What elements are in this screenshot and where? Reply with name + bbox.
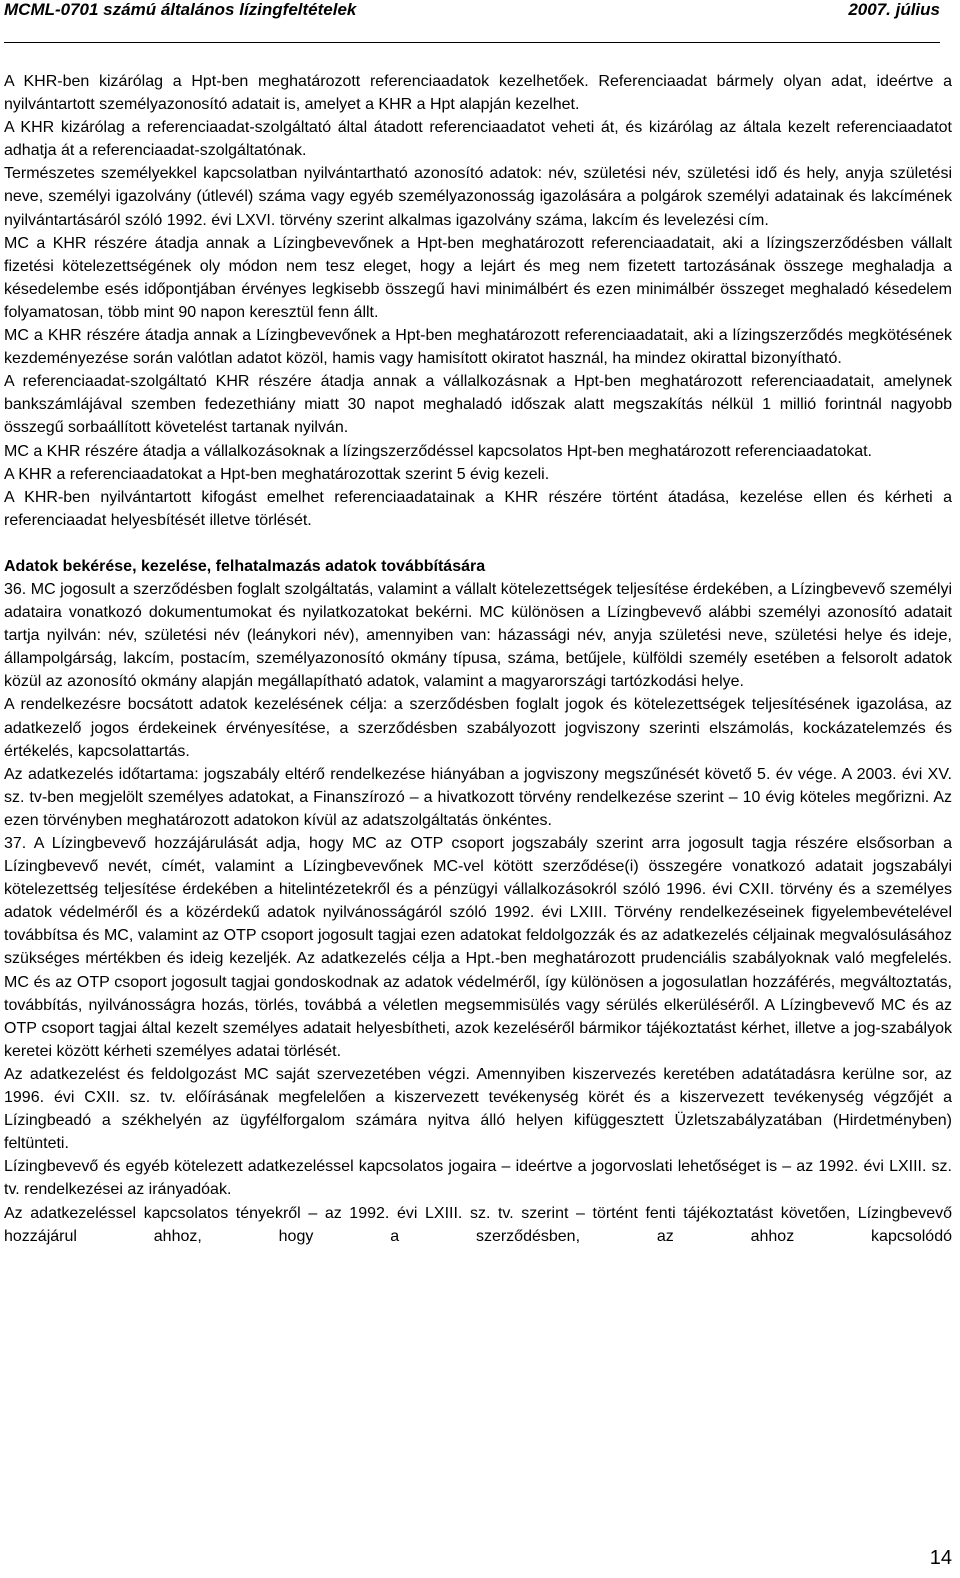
page-header	[4, 0, 944, 30]
page-number: 14	[929, 1547, 952, 1569]
paragraph-legal-remedies: Lízingbevevő és egyéb kötelezett adatkezeléssel kapcsolatos jogaira – ideértve a jogorvoslati lehetőséget is – az 1992. évi LXIII. sz. tv. rendelkezései az irányadóak.	[4, 1158, 952, 1199]
paragraph-section-36: 36. MC jogosult a szerződésben foglalt szolgáltatás, valamint a vállalt kötelezettségek teljesítése érdekében, a Lízingbevevő személyi adataira vonatkozó dokumentumokat és nyilatkozatokat bekérni. MC különösen a Lízingbevevő alábbi személyi azonosító adatait tartja nyilván: név, születési név (leánykori név), amennyiben van: házassági név, anyja születési neve, születési helye és ideje, állampolgárság, lakcím, postacím, személyazonosító okmány típusa, száma, betűjele, külföldi személy esetében a felsorolt adatok közül az azonosító okmány alapján megállapítható adatok, valamint a magyarországi tartózkodási helye.	[4, 580, 952, 691]
section-title: Adatok bekérése, kezelése, felhatalmazás adatok továbbítására	[4, 557, 486, 575]
paragraph-processing-duration: Az adatkezelés időtartama: jogszabály eltérő rendelkezése hiányában a jogviszony megszűnését követő 5. év vége. A 2003. évi XV. sz. tv-ben megjelölt személyes adatokat, a Finanszírozó – a hivatkozott törvény rendelkezése szerint – 10 évig köteles megőrizni. Az ezen törvényben meghatározott adatokon kívül az adatszolgáltatás önkéntes.	[4, 765, 952, 829]
paragraph-khr-transfer: A KHR kizárólag a referenciaadat-szolgáltató által átadott referenciaadatot veheti át, és kizárólag az általa kezelt referenciaadatot adhatja át a referenciaadat-szolgáltatónak.	[4, 119, 952, 160]
paragraph-section-37: 37. A Lízingbevevő hozzájárulását adja, hogy MC az OTP csoport jogszabály szerint arra jogosult tagja részére elsősorban a Lízingbevevő nevét, címét, valamint a Lízingbevevőnek MC-vel kötött szerződése(i) összegére vonatkozó adatait jogszabályi kötelezettség teljesítése érdekében a hitelintézetekről és a pénzügyi vállalkozásokról szóló 1996. évi CXII. törvény és a személyes adatok védelméről és a közérdekű adatok nyilvánosságáról szóló 1992. évi LXIII. Törvény rendelkezéseinek figyelembevételével továbbítsa és MC, valamint az OTP csoport jogosult tagjai ezen adatokat feldolgozzák és az adatkezelés céljainak megvalósulásához szükséges mértékben és ideig kezeljék. Az adatkezelés célja a Hpt.-ben meghatározott prudenciális szabályoknak való megfelelés. MC és az OTP csoport jogosult tagjai gondoskodnak az adatok védelméről, így különösen a jogosulatlan hozzáférés, megváltoztatás, továbbítás, nyilvánosságra hozás, törlés, továbbá a véletlen megsemmisülés vagy sérülés elkerüléséről. A Lízingbevevő MC és az OTP csoport tagjai által kezelt személyes adatait helyesbítheti, azok kezeléséről bármikor tájékoztatást kérhet, illetve a jog-szabályok keretei között kérheti személyes adatai törlését.	[4, 835, 952, 1060]
header-document-title: MCML-0701 számú általános lízingfeltételek	[4, 0, 357, 19]
paragraph-false-data-transfer: MC a KHR részére átadja annak a Lízingbevevőnek a Hpt-ben meghatározott referenciaadatait, aki a lízingszerződés megkötésének kezdeményezése során valótlan adatot közöl, hamis vagy hamisított okiratot használ, ha mindez okirattal bizonyítható.	[4, 327, 952, 368]
paragraph-outsourcing: Az adatkezelést és feldolgozást MC saját szervezetében végzi. Amennyiben kiszervezés keretében adatátadásra kerülne sor, az 1996. évi CXII. sz. tv. előírásának megfelelően a kiszervezett tevékenység körét és a kiszervezett tevékenység végzőjét a Lízingbeadó a székhelyén az ügyfélforgalom számára nyitva álló helyen kifüggesztett Üzletszabályzatában (Hirdetményben) feltünteti.	[4, 1065, 952, 1153]
paragraph-business-account-transfer: A referenciaadat-szolgáltató KHR részére átadja annak a vállalkozásnak a Hpt-ben meghatározott referenciaadatait, amelynek bankszámlájával szemben fedezethiány miatt 30 napot meghaladó időszak alatt megszakítás nélkül 1 millió forintnál nagyobb összegű sorbaállított követelést tartanak nyilván.	[4, 373, 952, 437]
paragraph-gap	[4, 532, 952, 555]
header-divider	[4, 42, 940, 43]
paragraph-processing-purpose: A rendelkezésre bocsátott adatok kezelésének célja: a szerződésben foglalt jogok és kötelezettségek teljesítésének igazolása, az adatkezelő jogos érdekeinek érvényesítése, a szerződésben szabályozott jogviszony szerinti elszámolás, kockázatelemzés és értékelés, kapcsolattartás.	[4, 696, 952, 760]
paragraph-objection-right: A KHR-ben nyilvántartott kifogást emelhet referenciaadatainak a KHR részére történt átadása, kezelése ellen és kérheti a referenciaadat helyesbítését illetve törlését.	[4, 488, 952, 529]
document-body	[4, 70, 952, 1248]
header-date: 2007. július	[848, 0, 940, 19]
paragraph-business-lease-transfer: MC a KHR részére átadja a vállalkozásoknak a lízingszerződéssel kapcsolatos Hpt-ben meghatározott referenciaadatokat.	[4, 442, 872, 460]
paragraph-late-payment-transfer: MC a KHR részére átadja annak a Lízingbevevőnek a Hpt-ben meghatározott referenciaadatait, aki a lízingszerződésben vállalt fizetési kötelezettségének oly módon nem tesz eleget, hogy a lejárt és meg nem fizetett tartozásának összege meghaladja a késedelembe esés időpontjában érvényes legkisebb összegű havi minimálbért és ezen minimálbér összeget meghaladó késedelem folyamatosan, több mint 90 napon keresztül fenn állt.	[4, 234, 952, 321]
paragraph-consent: Az adatkezeléssel kapcsolatos tényekről – az 1992. évi LXIII. sz. tv. szerint – történt fenti tájékoztatást követően, Lízingbevevő hozzájárul ahhoz, hogy a szerződésben, az ahhoz kapcsolódó	[4, 1204, 952, 1245]
paragraph-khr-data-scope: A KHR-ben kizárólag a Hpt-ben meghatározott referenciaadatok kezelhetőek. Referenciaadat bármely olyan adat, ideértve a nyilvántartott személyazonosító adatait is, amelyet a KHR a Hpt alapján kezelhet.	[4, 73, 952, 114]
paragraph-identification-data: Természetes személyekkel kapcsolatban nyilvántartható azonosító adatok: név, születési név, születési idő és hely, anyja születési neve, személyi igazolvány (útlevél) száma vagy egyéb személyazonosság igazolására a polgárok személyi adatainak és lakcímének nyilvántartásáról szóló 1992. évi LXVI. törvény szerint alkalmas igazolvány száma, lakcím és levelezési cím.	[4, 165, 952, 229]
paragraph-retention-period: A KHR a referenciaadatokat a Hpt-ben meghatározottak szerint 5 évig kezeli.	[4, 465, 550, 483]
